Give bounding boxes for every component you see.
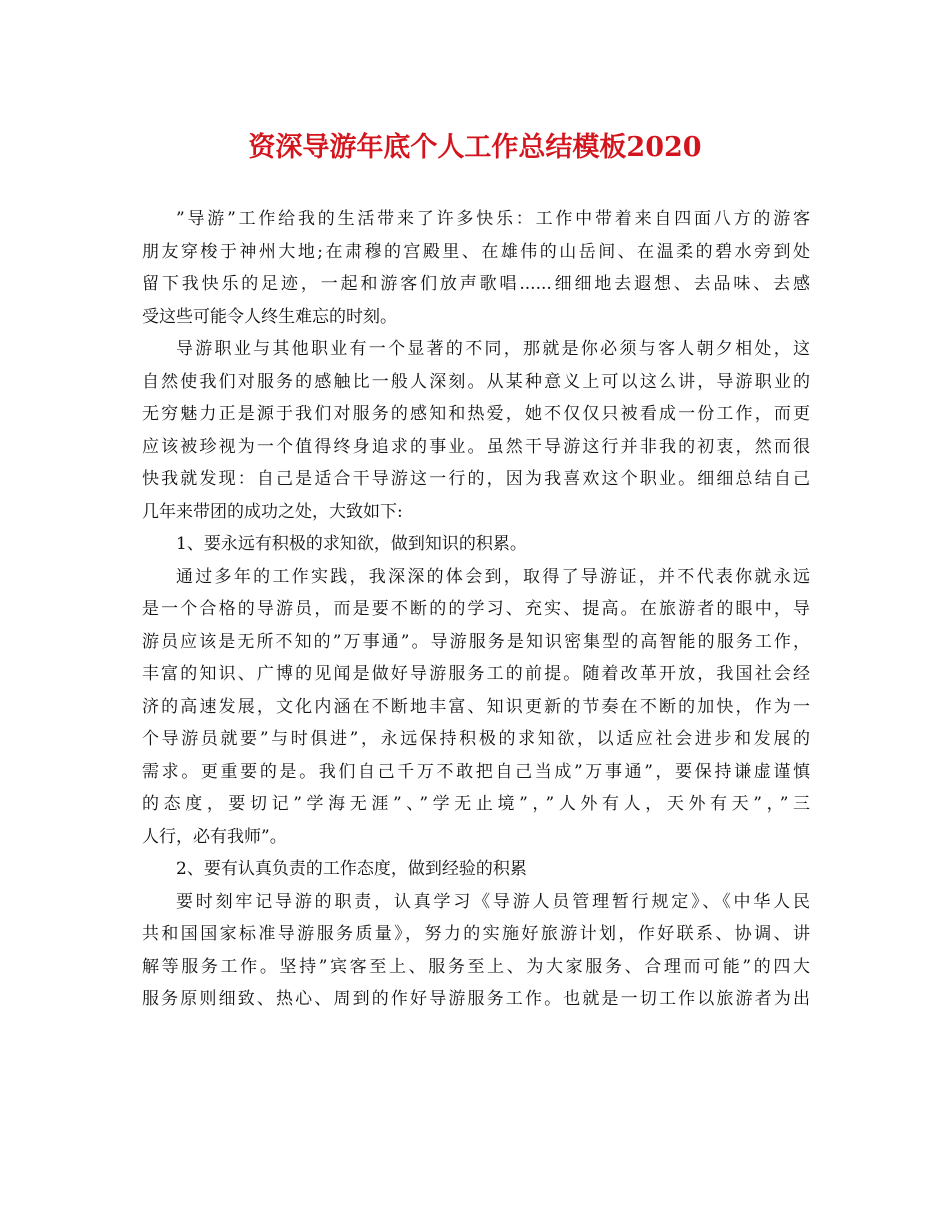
paragraph-line: 共和国国家标准导游服务质量》，努力的实施好旅游计划，作好联系、协调、讲 — [142, 924, 810, 944]
paragraph-line: 是一个合格的导游员，而是要不断的的学习、充实、提高。在旅游者的眼中，导 — [142, 599, 810, 619]
paragraph-line: 朋友穿梭于神州大地;在肃穆的宫殿里、在雄伟的山岳间、在温柔的碧水旁到处 — [142, 241, 810, 262]
paragraph-line: 游员应该是无所不知的”万事通”。导游服务是知识密集型的高智能的服务工作， — [142, 631, 810, 652]
paragraph-line: 服务原则细致、热心、周到的作好导游服务工作。也就是一切工作以旅游者为出 — [142, 989, 810, 1009]
section-heading: 2、要有认真负责的工作态度，做到经验的积累 — [176, 859, 527, 879]
section-heading: 1、要永远有积极的求知欲，做到知识的积累。 — [176, 534, 527, 554]
paragraph-line: 自然使我们对服务的感触比一般人深刻。从某种意义上可以这么讲，导游职业的 — [142, 371, 810, 392]
paragraph-line: 受这些可能令人终生难忘的时刻。 — [142, 306, 397, 327]
paragraph-line: 留下我快乐的足迹，一起和游客们放声歌唱......细细地去遐想、去品味、去感 — [142, 274, 810, 294]
paragraph-line: 济的高速发展，文化内涵在不断地丰富、知识更新的节奏在不断的加快，作为一 — [142, 696, 810, 717]
paragraph-line: 无穷魅力正是源于我们对服务的感知和热爱，她不仅仅只被看成一份工作，而更 — [142, 404, 810, 424]
paragraph-line: 的态度，要切记”学海无涯”、”学无止境”，”人外有人，天外有天”，”三 — [142, 794, 810, 814]
paragraph-line: 应该被珍视为一个值得终身追求的事业。虽然干导游这行并非我的初衷，然而很 — [142, 436, 810, 457]
document-body — [142, 203, 810, 1016]
paragraph-line: 通过多年的工作实践，我深深的体会到，取得了导游证，并不代表你就永远 — [176, 566, 810, 587]
paragraph-line: 要时刻牢记导游的职责，认真学习《导游人员管理暂行规定》、《中华人民 — [176, 891, 810, 912]
paragraph-line: 快我就发现：自己是适合干导游这一行的，因为我喜欢这个职业。细细总结自己 — [142, 469, 810, 489]
paragraph-line: 个导游员就要”与时俱进”，永远保持积极的求知欲，以适应社会进步和发展的 — [142, 729, 810, 749]
paragraph-line: 解等服务工作。坚持”宾客至上、服务至上、为大家服务、合理而可能”的四大 — [142, 956, 810, 977]
paragraph-line: 需求。更重要的是。我们自己千万不敢把自己当成”万事通”，要保持谦虚谨慎 — [142, 761, 810, 782]
paragraph-line: 丰富的知识、广博的见闻是做好导游服务工的前提。随着改革开放，我国社会经 — [142, 664, 810, 684]
paragraph-line: 人行，必有我师”。 — [142, 826, 287, 847]
paragraph-line: 几年来带团的成功之处，大致如下: — [142, 501, 403, 522]
document-title: 资深导游年底个人工作总结模板2020 — [248, 132, 702, 163]
paragraph-line: ”导游”工作给我的生活带来了许多快乐：工作中带着来自四面八方的游客 — [176, 209, 810, 229]
paragraph-line: 导游职业与其他职业有一个显著的不同，那就是你必须与客人朝夕相处，这 — [176, 339, 810, 359]
